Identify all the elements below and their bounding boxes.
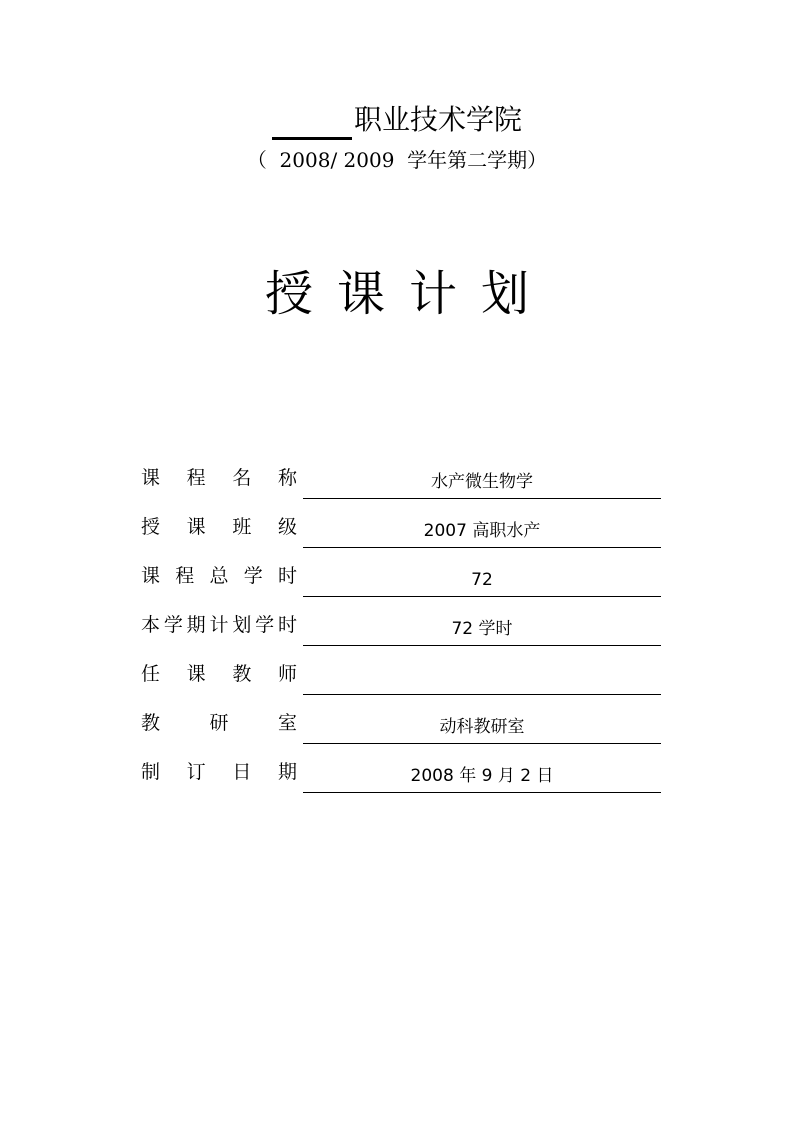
field-label (141, 611, 297, 639)
info-row-total-hours (141, 558, 661, 607)
label-char: 本 (141, 614, 161, 636)
label-char: 程 (186, 467, 206, 489)
field-value: 2007 高职水产 (303, 509, 661, 548)
field-value (303, 656, 661, 695)
label-char: 级 (277, 516, 297, 538)
course-info-table (141, 460, 661, 803)
label-char: 日 (232, 761, 252, 783)
label-char: 班 (232, 516, 252, 538)
field-value: 72 学时 (303, 607, 661, 646)
label-char: 课 (141, 565, 161, 587)
field-label (141, 758, 297, 786)
label-char: 称 (277, 467, 297, 489)
institution-blank-line (272, 107, 352, 140)
label-char: 时 (277, 565, 297, 587)
label-char: 计 (209, 614, 229, 636)
field-label (141, 464, 297, 492)
label-char: 学 (163, 614, 183, 636)
field-value: 72 (303, 558, 661, 597)
institution-name: 职业技术学院 (353, 103, 522, 136)
field-value: 动科教研室 (303, 705, 661, 744)
label-char: 程 (175, 565, 195, 587)
label-char: 总 (209, 565, 229, 587)
field-label (141, 513, 297, 541)
label-char: 期 (277, 761, 297, 783)
label-char: 期 (186, 614, 206, 636)
label-char: 研 (209, 712, 229, 734)
label-char: 教 (232, 663, 252, 685)
label-char: 课 (186, 516, 206, 538)
info-row-teacher (141, 656, 661, 705)
field-label (141, 562, 297, 590)
label-char: 教 (141, 712, 161, 734)
label-char: 学 (243, 565, 263, 587)
label-char: 时 (277, 614, 297, 636)
field-value: 水产微生物学 (303, 460, 661, 499)
label-char: 室 (277, 712, 297, 734)
field-label (141, 709, 297, 737)
document-title: 授课计划 (264, 266, 553, 322)
info-row-class (141, 509, 661, 558)
label-char: 名 (232, 467, 252, 489)
label-char: 课 (141, 467, 161, 489)
label-char: 任 (141, 663, 161, 685)
field-label (141, 660, 297, 688)
label-char: 订 (186, 761, 206, 783)
label-char: 划 (232, 614, 252, 636)
info-row-planned-hours (141, 607, 661, 656)
label-char: 课 (186, 663, 206, 685)
info-row-course-name (141, 460, 661, 509)
institution-header (0, 100, 794, 140)
label-char: 授 (141, 516, 161, 538)
field-value: 2008 年 9 月 2 日 (303, 754, 661, 793)
label-char: 学 (255, 614, 275, 636)
label-char: 制 (141, 761, 161, 783)
info-row-date (141, 754, 661, 803)
semester-line: （ 2008/ 2009 学年第二学期） (246, 148, 548, 172)
info-row-department (141, 705, 661, 754)
label-char: 师 (277, 663, 297, 685)
